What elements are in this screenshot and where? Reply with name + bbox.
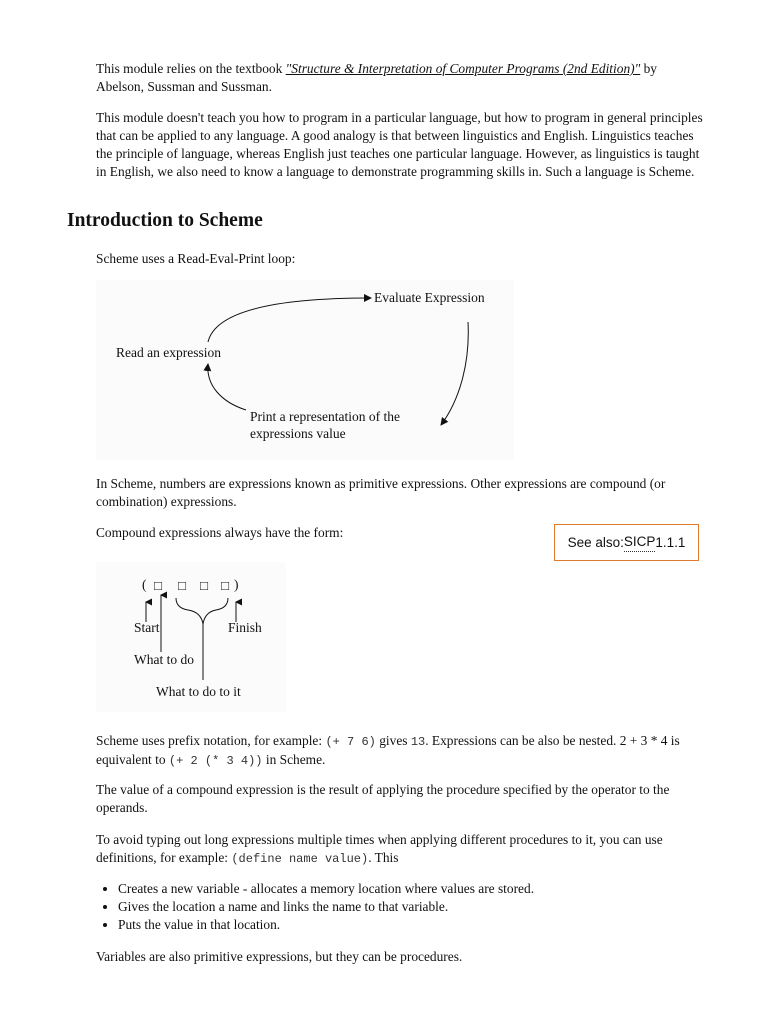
open-paren: ( <box>142 577 147 592</box>
prefix-notation-text: Scheme uses prefix notation, for example: (+ 7 6) gives 13. Expressions can be also be nested. 2 + 3 * 4 is equivalent to (+ 2 (* 3 4)) in Scheme. <box>96 733 680 768</box>
arrow-read-to-evaluate <box>208 298 371 342</box>
code-add-example: (+ 7 6) <box>325 735 376 749</box>
finish-label: Finish <box>228 620 262 635</box>
start-label: Start <box>134 620 160 635</box>
what-to-do-to-it-label: What to do to it <box>156 684 241 699</box>
compound-value-text: The value of a compound expression is the result of applying the procedure specified by the operator to the operands. <box>96 782 670 815</box>
operands-brace <box>176 598 228 624</box>
definitions-text: To avoid typing out long expressions multiple times when applying different procedures to it, you can use definitions, for example: (define name value). This <box>96 832 663 866</box>
repl-intro-text: Scheme uses a Read-Eval-Print loop: <box>96 251 296 266</box>
what-to-do-label: What to do <box>134 652 194 667</box>
code-result: 13 <box>410 735 426 749</box>
arrow-evaluate-to-print <box>441 322 468 425</box>
variables-text: Variables are also primitive expressions, but they can be procedures. <box>96 949 463 964</box>
list-item: • Gives the location a name and links the name to that variable. <box>118 898 723 916</box>
operand-box-2: □ <box>200 578 209 593</box>
close-paren: ) <box>234 577 239 592</box>
textbook-link[interactable]: "Structure & Interpretation of Computer Programs (2nd Edition)" <box>285 61 641 76</box>
operand-box-1: □ <box>178 578 187 593</box>
arrow-print-to-read <box>208 364 246 410</box>
intro-section <box>96 60 706 194</box>
sicp-abbreviation[interactable]: SICP <box>624 533 656 552</box>
section-heading: Introduction to Scheme <box>67 210 263 231</box>
repl-loop-diagram <box>96 280 514 460</box>
list-item: • Creates a new variable - allocates a memory location where values are stored. <box>118 880 723 898</box>
operator-box: □ <box>154 578 163 593</box>
intro-paragraph-1: This module relies on the textbook "Structure & Interpretation of Computer Programs (2nd Edition)" by Abelson, Sussman and Sussman. <box>96 61 657 94</box>
print-representation-label-1: Print a representation of the <box>250 409 400 424</box>
primitive-expressions-text: In Scheme, numbers are expressions known as primitive expressions. Other expressions are compound (or combination) expressions. <box>96 476 666 509</box>
operand-box-3: □ <box>221 578 230 593</box>
list-item: • Puts the value in that location. <box>118 916 723 934</box>
intro-paragraph-2: This module doesn't teach you how to program in a particular language, but how to program in general principles that can be applied to any language. A good analogy is that between linguistics and English. Linguistics teaches the principle of language, whereas English just teaches one particular language. However, as linguistics is taught in English, we also need to know a language to demonstrate programming skills in. Such a language is Scheme. <box>96 110 703 179</box>
read-expression-label: Read an expression <box>116 345 221 360</box>
code-nested-example: (+ 2 (* 3 4)) <box>168 754 263 768</box>
see-also-box: See also: SICP 1.1.1 <box>554 524 699 561</box>
print-representation-label-2: expressions value <box>250 426 346 441</box>
code-define-example: (define name value) <box>231 852 369 866</box>
compound-form-text: Compound expressions always have the form: <box>96 525 344 540</box>
compound-form-diagram <box>96 562 286 712</box>
definition-effects-list <box>96 880 723 934</box>
evaluate-expression-label: Evaluate Expression <box>374 290 485 305</box>
